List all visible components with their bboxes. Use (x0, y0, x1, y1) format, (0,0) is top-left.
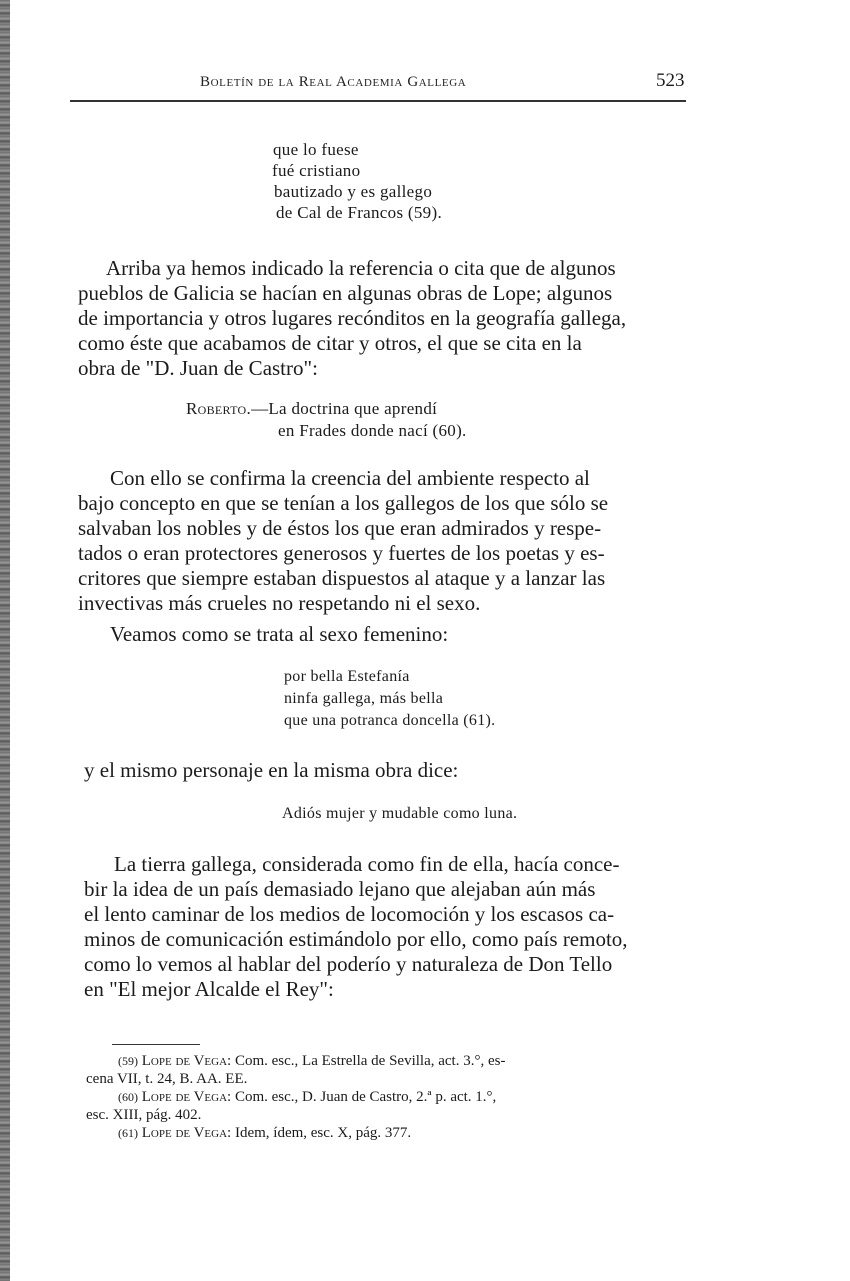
text-line: salvaban los nobles y de éstos los que eran admirados y respe- (78, 516, 602, 540)
verse-line: fué cristiano (272, 161, 361, 180)
footnote-text: Idem, ídem, esc. X, pág. 377. (234, 1125, 412, 1141)
text-line: el lento caminar de los medios de locomoción y los escasos ca- (84, 902, 615, 926)
text-line: critores que siempre estaban dispuestos al ataque y a lanzar las (78, 566, 606, 590)
text-line: de importancia y otros lugares recónditos en la geografía gallega, (78, 306, 627, 330)
text-line: bajo concepto en que se tenían a los gallegos de los que sólo se (78, 491, 609, 515)
page-header (0, 64, 850, 104)
header-rule (70, 100, 686, 102)
paragraph (78, 256, 698, 381)
verse-line (186, 397, 437, 421)
footnote-rule (112, 1044, 200, 1045)
text-line: La tierra gallega, considerada como fin de ella, hacía conce- (114, 852, 620, 876)
verse-line: bautizado y es gallego (274, 182, 433, 201)
text-line: obra de "D. Juan de Castro": (78, 356, 318, 380)
speaker-name: Roberto. (186, 399, 252, 418)
verse-line: en Frades donde nací (60). (278, 421, 467, 440)
text-line: como lo vemos al hablar del poderío y naturaleza de Don Tello (84, 952, 613, 976)
running-head: Boletín de la Real Academia Gallega (200, 74, 467, 90)
verse-text: —La doctrina que aprendí (251, 399, 438, 418)
verse-line: por bella Estefanía (284, 668, 410, 685)
footnote (118, 1089, 496, 1106)
footnote-continuation: esc. XIII, pág. 402. (86, 1107, 202, 1123)
footnote-text: Com. esc., D. Juan de Castro, 2.ª p. act. 1.°, (234, 1089, 497, 1105)
footnote-continuation: cena VII, t. 24, B. AA. EE. (86, 1071, 248, 1087)
text-line: invectivas más crueles no respetando ni el sexo. (78, 591, 481, 615)
text-line: tados o eran protectores generosos y fuertes de los poetas y es- (78, 541, 605, 565)
verse-line: de Cal de Francos (59). (276, 203, 442, 222)
paragraph (84, 852, 704, 1002)
book-binding-edge (0, 0, 10, 1281)
verse-line: Adiós mujer y mudable como luna. (282, 805, 518, 822)
verse-line: que una potranca doncella (61). (284, 712, 496, 729)
paragraph (78, 466, 698, 616)
text-line: y el mismo personaje en la misma obra dice: (84, 758, 459, 782)
footnote-author: Lope de Vega: (141, 1125, 232, 1141)
text-line: como éste que acabamos de citar y otros, el que se cita en la (78, 331, 582, 355)
text-line: Veamos como se trata al sexo femenino: (110, 622, 449, 646)
text-line: Arriba ya hemos indicado la referencia o cita que de algunos (106, 256, 616, 280)
footnote (118, 1053, 505, 1070)
footnote-ref: (59) (118, 1054, 138, 1068)
footnote-author: Lope de Vega: (141, 1089, 232, 1105)
footnote-text: Com. esc., La Estrella de Sevilla, act. 3.°, es- (234, 1053, 506, 1069)
verse-line: ninfa gallega, más bella (284, 690, 444, 707)
page-number: 523 (656, 70, 685, 91)
verse-line: que lo fuese (273, 140, 359, 159)
footnote-ref: (61) (118, 1126, 138, 1140)
text-line: pueblos de Galicia se hacían en algunas obras de Lope; algunos (78, 281, 613, 305)
footnote-author: Lope de Vega: (141, 1053, 232, 1069)
text-line: en "El mejor Alcalde el Rey": (84, 977, 334, 1001)
text-line: minos de comunicación estimándolo por ello, como país remoto, (84, 927, 628, 951)
text-line: Con ello se confirma la creencia del ambiente respecto al (110, 466, 590, 490)
text-line: bir la idea de un país demasiado lejano que alejaban aún más (84, 877, 596, 901)
footnote (118, 1125, 411, 1142)
footnote-ref: (60) (118, 1090, 138, 1104)
